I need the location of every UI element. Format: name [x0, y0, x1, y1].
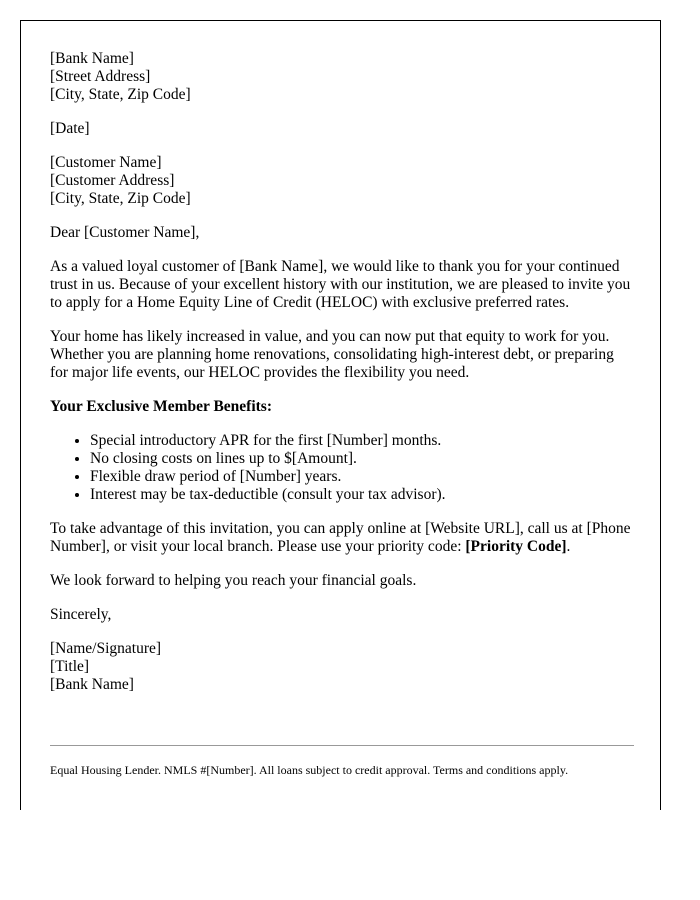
benefits-list [50, 432, 634, 504]
sender-address [50, 50, 634, 104]
recipient-city-state-zip: [City, State, Zip Code] [50, 190, 191, 207]
letter-date [50, 120, 634, 138]
salutation: Dear [Customer Name], [50, 224, 200, 241]
signature-name: [Name/Signature] [50, 640, 162, 657]
recipient-name: [Customer Name] [50, 154, 162, 171]
sender-bank-name: [Bank Name] [50, 50, 134, 67]
benefits-heading: Your Exclusive Member Benefits: [50, 398, 272, 415]
call-to-action-text: To take advantage of this invitation, you can apply online at [Website URL], call us at [Phone Number], or visit your local branch. Please use your priority code: [50, 520, 631, 555]
call-to-action-end: . [566, 538, 571, 555]
sender-street-address: [Street Address] [50, 68, 151, 85]
call-to-action-paragraph [50, 520, 634, 556]
date-text: [Date] [50, 120, 90, 137]
sign-off: Sincerely, [50, 606, 112, 623]
closing-line: We look forward to helping you reach your financial goals. [50, 572, 417, 589]
recipient-address [50, 154, 634, 208]
benefit-item: • Interest may be tax-deductible (consult your tax advisor). [90, 486, 634, 504]
letter-page [20, 20, 661, 810]
signature-title: [Title] [50, 658, 90, 675]
legal-footer: Equal Housing Lender. NMLS #[Number]. All loans subject to credit approval. Terms and conditions apply. [50, 763, 569, 777]
recipient-address-line: [Customer Address] [50, 172, 175, 189]
signature-bank-name: [Bank Name] [50, 676, 134, 693]
letter-body [50, 50, 634, 710]
value-paragraph: Your home has likely increased in value, and you can now put that equity to work for you. Whether you are planning home renovations, consolidating high-interest debt, or preparing for major life events, our HELOC provides the flexibility you need. [50, 328, 614, 381]
priority-code: [Priority Code] [465, 538, 567, 555]
footer-divider [50, 745, 634, 746]
intro-paragraph: As a valued loyal customer of [Bank Name], we would like to thank you for your continued trust in us. Because of your excellent history with our institution, we are pleased to invite you to apply for a Home Equity Line of Credit (HELOC) with exclusive preferred rates. [50, 258, 631, 311]
benefit-item: • Flexible draw period of [Number] years. [90, 468, 634, 486]
signature-block [50, 640, 634, 694]
benefit-item: • Special introductory APR for the first [Number] months. [90, 432, 634, 450]
sender-city-state-zip: [City, State, Zip Code] [50, 86, 191, 103]
benefit-item: • No closing costs on lines up to $[Amount]. [90, 450, 634, 468]
